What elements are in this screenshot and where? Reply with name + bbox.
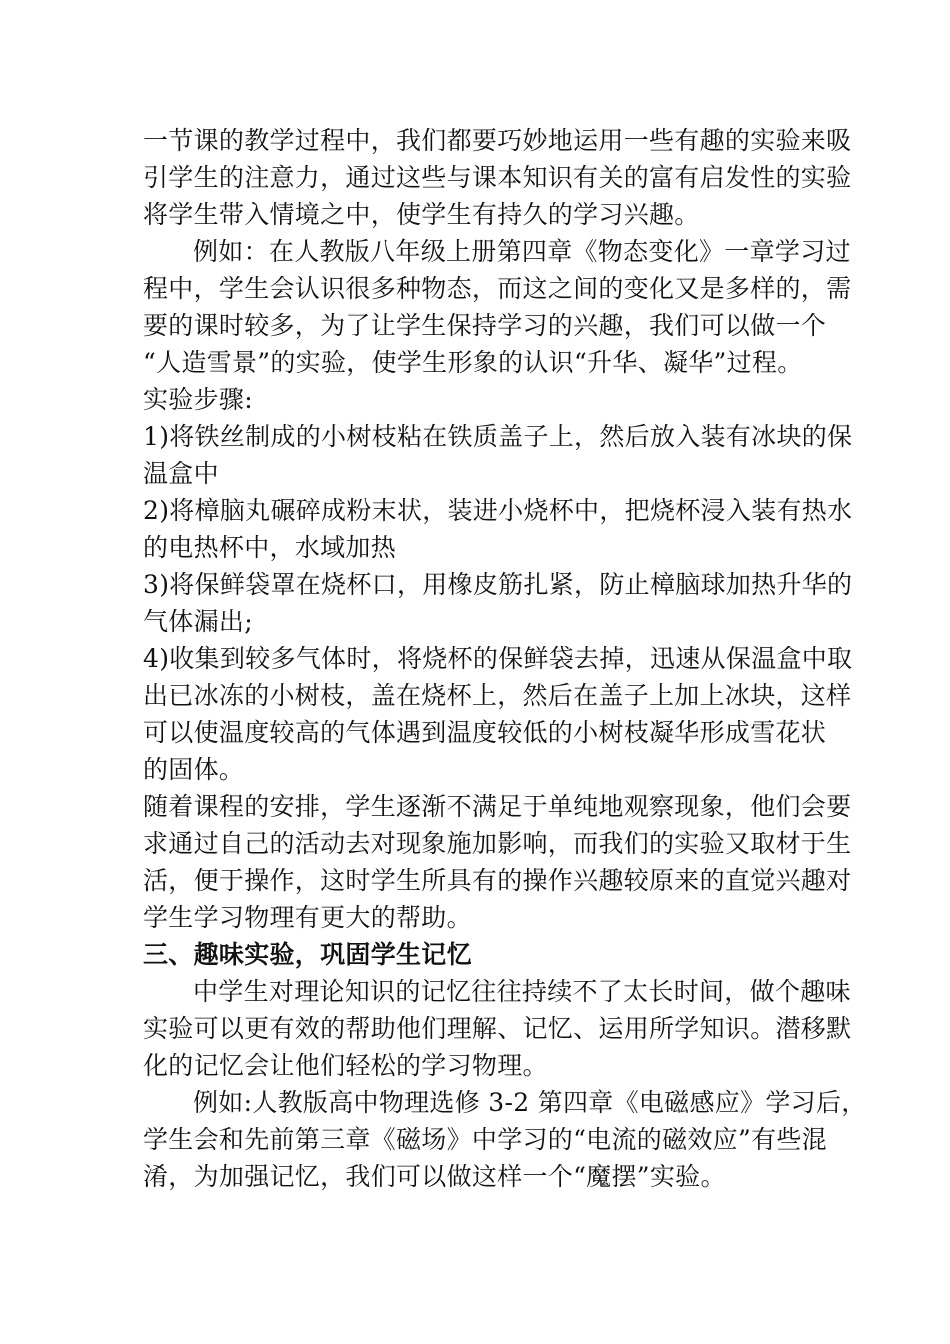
text-line: 淆，为加强记忆，我们可以做这样一个“魔摆”实验。 (143, 1162, 726, 1191)
text-line: 气体漏出; (143, 607, 253, 636)
paragraph-first-line: 中学生对理论知识的记忆往往持续不了太长时间，做个趣味 (193, 977, 851, 1006)
step-4: 4)收集到较多气体时，将烧杯的保鲜袋去掉，迅速从保温盒中取 (143, 644, 853, 673)
text-line: 求通过自己的活动去对现象施加影响，而我们的实验又取材于生 (143, 829, 852, 858)
steps-label: 实验步骤: (143, 385, 253, 414)
text-line: 可以使温度较高的气体遇到温度较低的小树枝凝华形成雪花状 (143, 718, 827, 747)
text-line: 出已冰冻的小树枝，盖在烧杯上，然后在盖子上加上冰块，这样 (143, 681, 852, 710)
text-line: 实验可以更有效的帮助他们理解、记忆、运用所学知识。潜移默 (143, 1014, 852, 1043)
step-3: 3)将保鲜袋罩在烧杯口，用橡皮筋扎紧，防止樟脑球加热升华的 (143, 570, 853, 599)
paragraph-first-line: 例如:人教版高中物理选修 3-2 第四章《电磁感应》学习后， (193, 1088, 867, 1117)
text-line: 活，便于操作，这时学生所具有的操作兴趣较原来的直觉兴趣对 (143, 866, 852, 895)
text-line: 程中，学生会认识很多种物态，而这之间的变化又是多样的，需 (143, 274, 852, 303)
text-line: “人造雪景”的实验，使学生形象的认识“升华、凝华”过程。 (143, 348, 803, 377)
text-line: 温盒中 (143, 459, 219, 488)
text-line: 要的课时较多，为了让学生保持学习的兴趣，我们可以做一个 (143, 311, 827, 340)
text-line: 学生学习物理有更大的帮助。 (143, 903, 472, 932)
paragraph-first-line: 例如：在人教版八年级上册第四章《物态变化》一章学习过 (193, 237, 851, 266)
section-heading: 三、趣味实验，巩固学生记忆 (143, 940, 472, 969)
text-line: 将学生带入情境之中，使学生有持久的学习兴趣。 (143, 200, 700, 229)
text-line: 随着课程的安排，学生逐渐不满足于单纯地观察现象，他们会要 (143, 792, 852, 821)
text-line: 的固体。 (143, 755, 245, 784)
step-2: 2)将樟脑丸碾碎成粉末状，装进小烧杯中，把烧杯浸入装有热水 (143, 496, 853, 525)
text-line: 一节课的教学过程中，我们都要巧妙地运用一些有趣的实验来吸 (143, 126, 852, 155)
text-line: 化的记忆会让他们轻松的学习物理。 (143, 1051, 548, 1080)
step-1: 1)将铁丝制成的小树枝粘在铁质盖子上，然后放入装有冰块的保 (143, 422, 853, 451)
text-line: 的电热杯中，水域加热 (143, 533, 397, 562)
text-line: 引学生的注意力，通过这些与课本知识有关的富有启发性的实验 (143, 163, 852, 192)
body-text (143, 122, 867, 1195)
text-line: 学生会和先前第三章《磁场》中学习的“电流的磁效应”有些混 (143, 1125, 827, 1154)
